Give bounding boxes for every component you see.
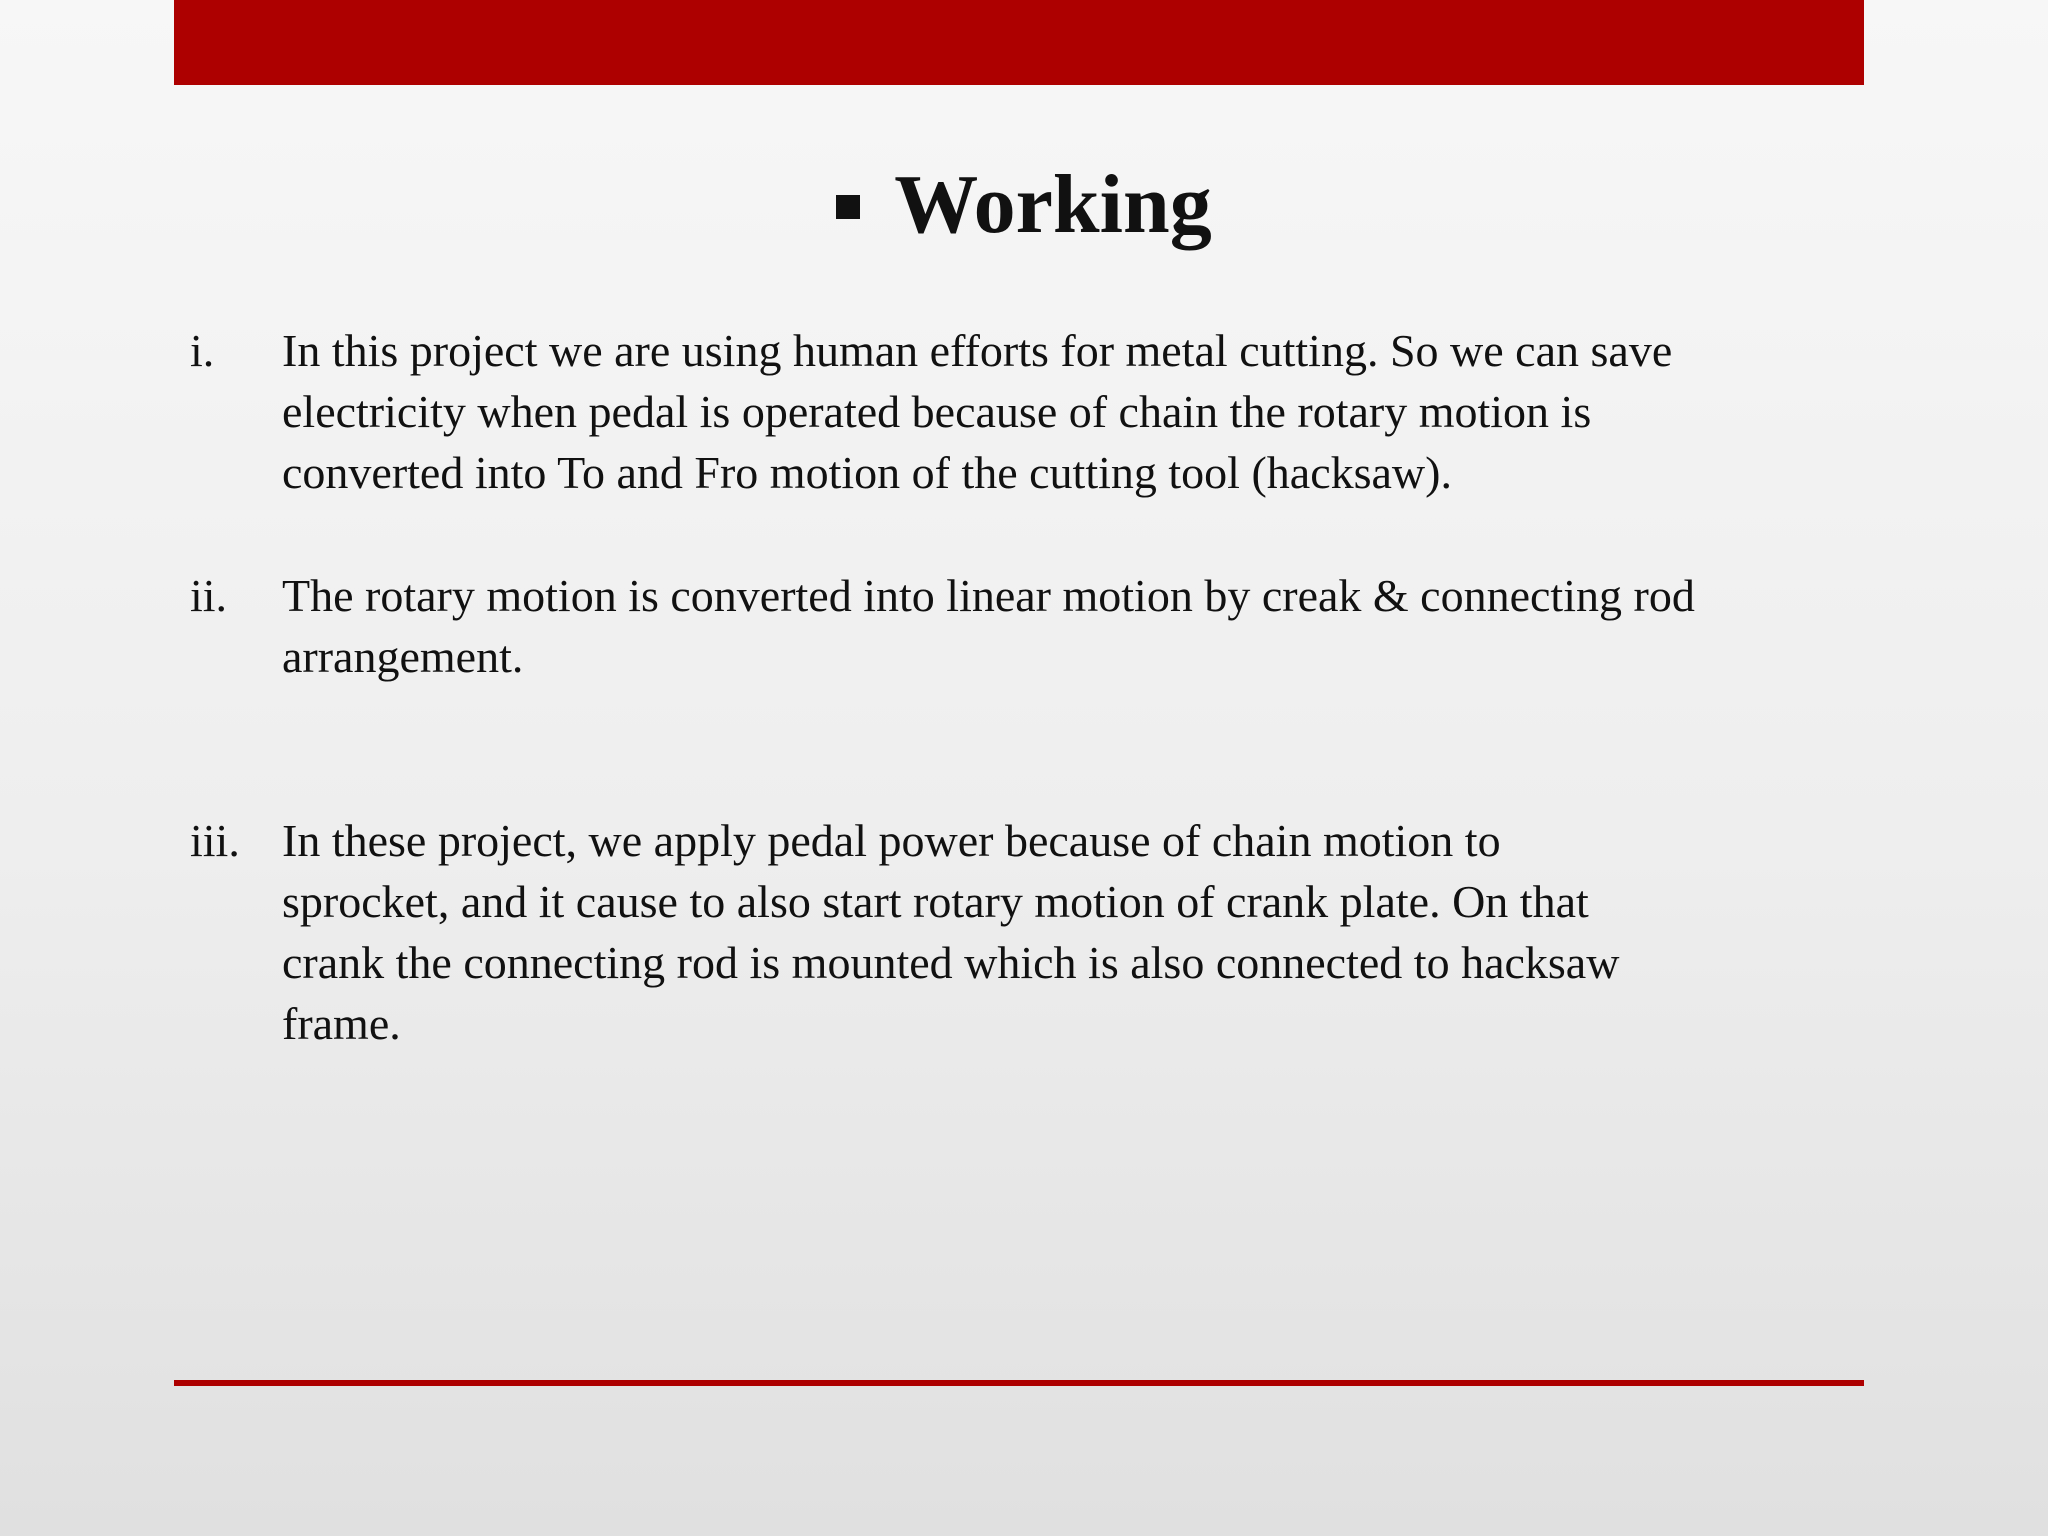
list-item-marker: i. [190, 325, 215, 376]
bottom-divider [174, 1380, 1864, 1386]
slide-title: Working [894, 158, 1212, 251]
list-item-text: In these project, we apply pedal power because of chain motion to sprocket, and it cause to also start rotary motion of crank plate. On that crank the connecting rod is mounted which is also connected to hacksaw frame. [282, 815, 1620, 1049]
list-item-text: The rotary motion is converted into linear motion by creak & connecting rod arrangement. [282, 570, 1695, 682]
list-item-text: In this project we are using human efforts for metal cutting. So we can save electricity when pedal is operated because of chain the rotary motion is converted into To and Fro motion of the cutting tool (hacksaw). [282, 325, 1673, 498]
list-item-marker: iii. [190, 815, 240, 866]
list-item-marker: ii. [190, 570, 228, 621]
